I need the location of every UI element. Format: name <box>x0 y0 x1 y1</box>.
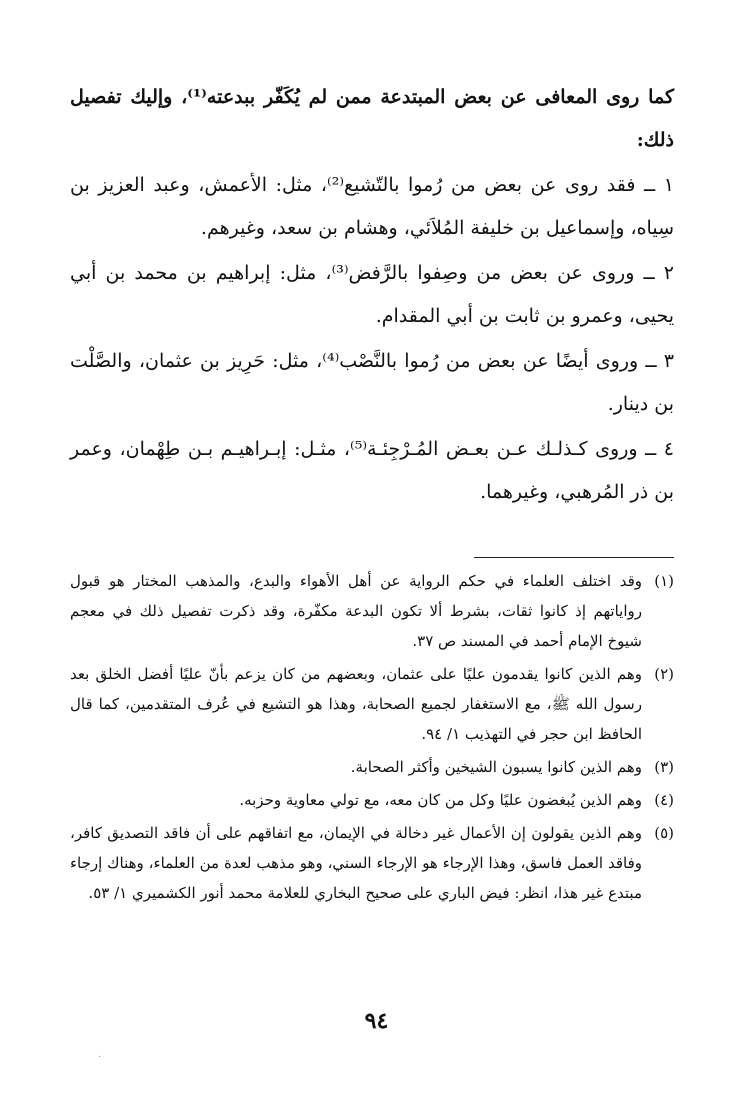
paragraph-intro: كما روى المعافى عن بعض المبتدعة ممن لم يُكَفّر ببدعته⁽¹⁾، وإليك تفصيل ذلك: <box>70 86 674 151</box>
footnote-text: وقد اختلف العلماء في حكم الرواية عن أهل الأهواء والبدع، والمذهب المختار هو قبول رواياتهم إذ كانوا ثقات، بشرط ألا تكون البدعة مكفّرة، وقد ذكرت تفصيل ذلك في معجم شيوخ الإمام أحمد في المسند ص ٣٧. <box>70 572 642 650</box>
footnote-number: (٥) <box>654 824 674 842</box>
footnote-text: وهم الذين يُبغضون عليًا وكل من كان معه، مع تولي معاوية وحزبه. <box>239 791 642 809</box>
footnote-text: وهم الذين كانوا يسبون الشيخين وأكثر الصحابة. <box>350 758 642 776</box>
paragraph-item-4: ٤ ــ وروى كـذلـك عـن بعـض المُـرْجِئـة⁽⁵⁾، مثـل: إبـراهيـم بـن طِهْمان، وعمر بن ذر المُرهبي، وغيرهما. <box>70 438 674 503</box>
paragraph-item-2: ٢ ــ وروى عن بعض من وصِفوا بالرَّفض⁽³⁾، مثل: إبراهيم بن محمد بن أبي يحيى، وعمرو بن ثابت بن أبي المقدام. <box>70 262 674 327</box>
footnotes <box>70 566 674 911</box>
scan-mark: · <box>98 1052 102 1063</box>
footnote-text: وهم الذين يقولون إن الأعمال غير دخالة في الإيمان، مع اتفاقهم على أن فاقد التصديق كافر، وفاقد العمل فاسق، وهذا الإرجاء هو الإرجاء السني، وهو مذهب لعدة من العلماء، وهناك إرجاء مبتدع غير هذا، انظر: فيض الباري على صحيح البخاري للعلامة محمد أنور الكشميري ١/ ٥٣. <box>70 824 642 902</box>
footnote-text: وهم الذين كانوا يقدمون عليًا على عثمان، وبعضهم من كان يزعم بأنّ عليًا أفضل الخلق بعد رسول الله ﷺ، مع الاستغفار لجميع الصحابة، وهذا هو التشيع في عُرف المتقدمين، كما قال الحافظ ابن حجر في التهذيب ١/ ٩٤. <box>70 665 642 743</box>
footnote <box>70 818 674 908</box>
footnote <box>70 785 674 815</box>
footnote-number: (٢) <box>654 665 674 683</box>
footnote-number: (١) <box>654 572 674 590</box>
main-text <box>70 76 674 514</box>
footnote-number: (٣) <box>654 758 674 776</box>
paragraph-item-3: ٣ ــ وروى أيضًا عن بعض من رُموا بالنَّصْب⁽⁴⁾، مثل: حَرِيز بن عثمان، والصَّلْت بن دينار. <box>70 350 675 415</box>
footnote-number: (٤) <box>654 791 674 809</box>
paragraph-item-1: ١ ــ فقد روى عن بعض من رُموا بالتّشيع⁽²⁾، مثل: الأعمش، وعبد العزيز بن سِياه، وإسماعيل بن خليفة المُلاَئي، وهشام بن سعد، وغيرهم. <box>70 174 674 239</box>
footnote <box>70 659 674 749</box>
footnote-separator <box>474 557 674 558</box>
footnote <box>70 566 674 656</box>
footnote <box>70 752 674 782</box>
page-number: ٩٤ <box>364 1008 389 1034</box>
